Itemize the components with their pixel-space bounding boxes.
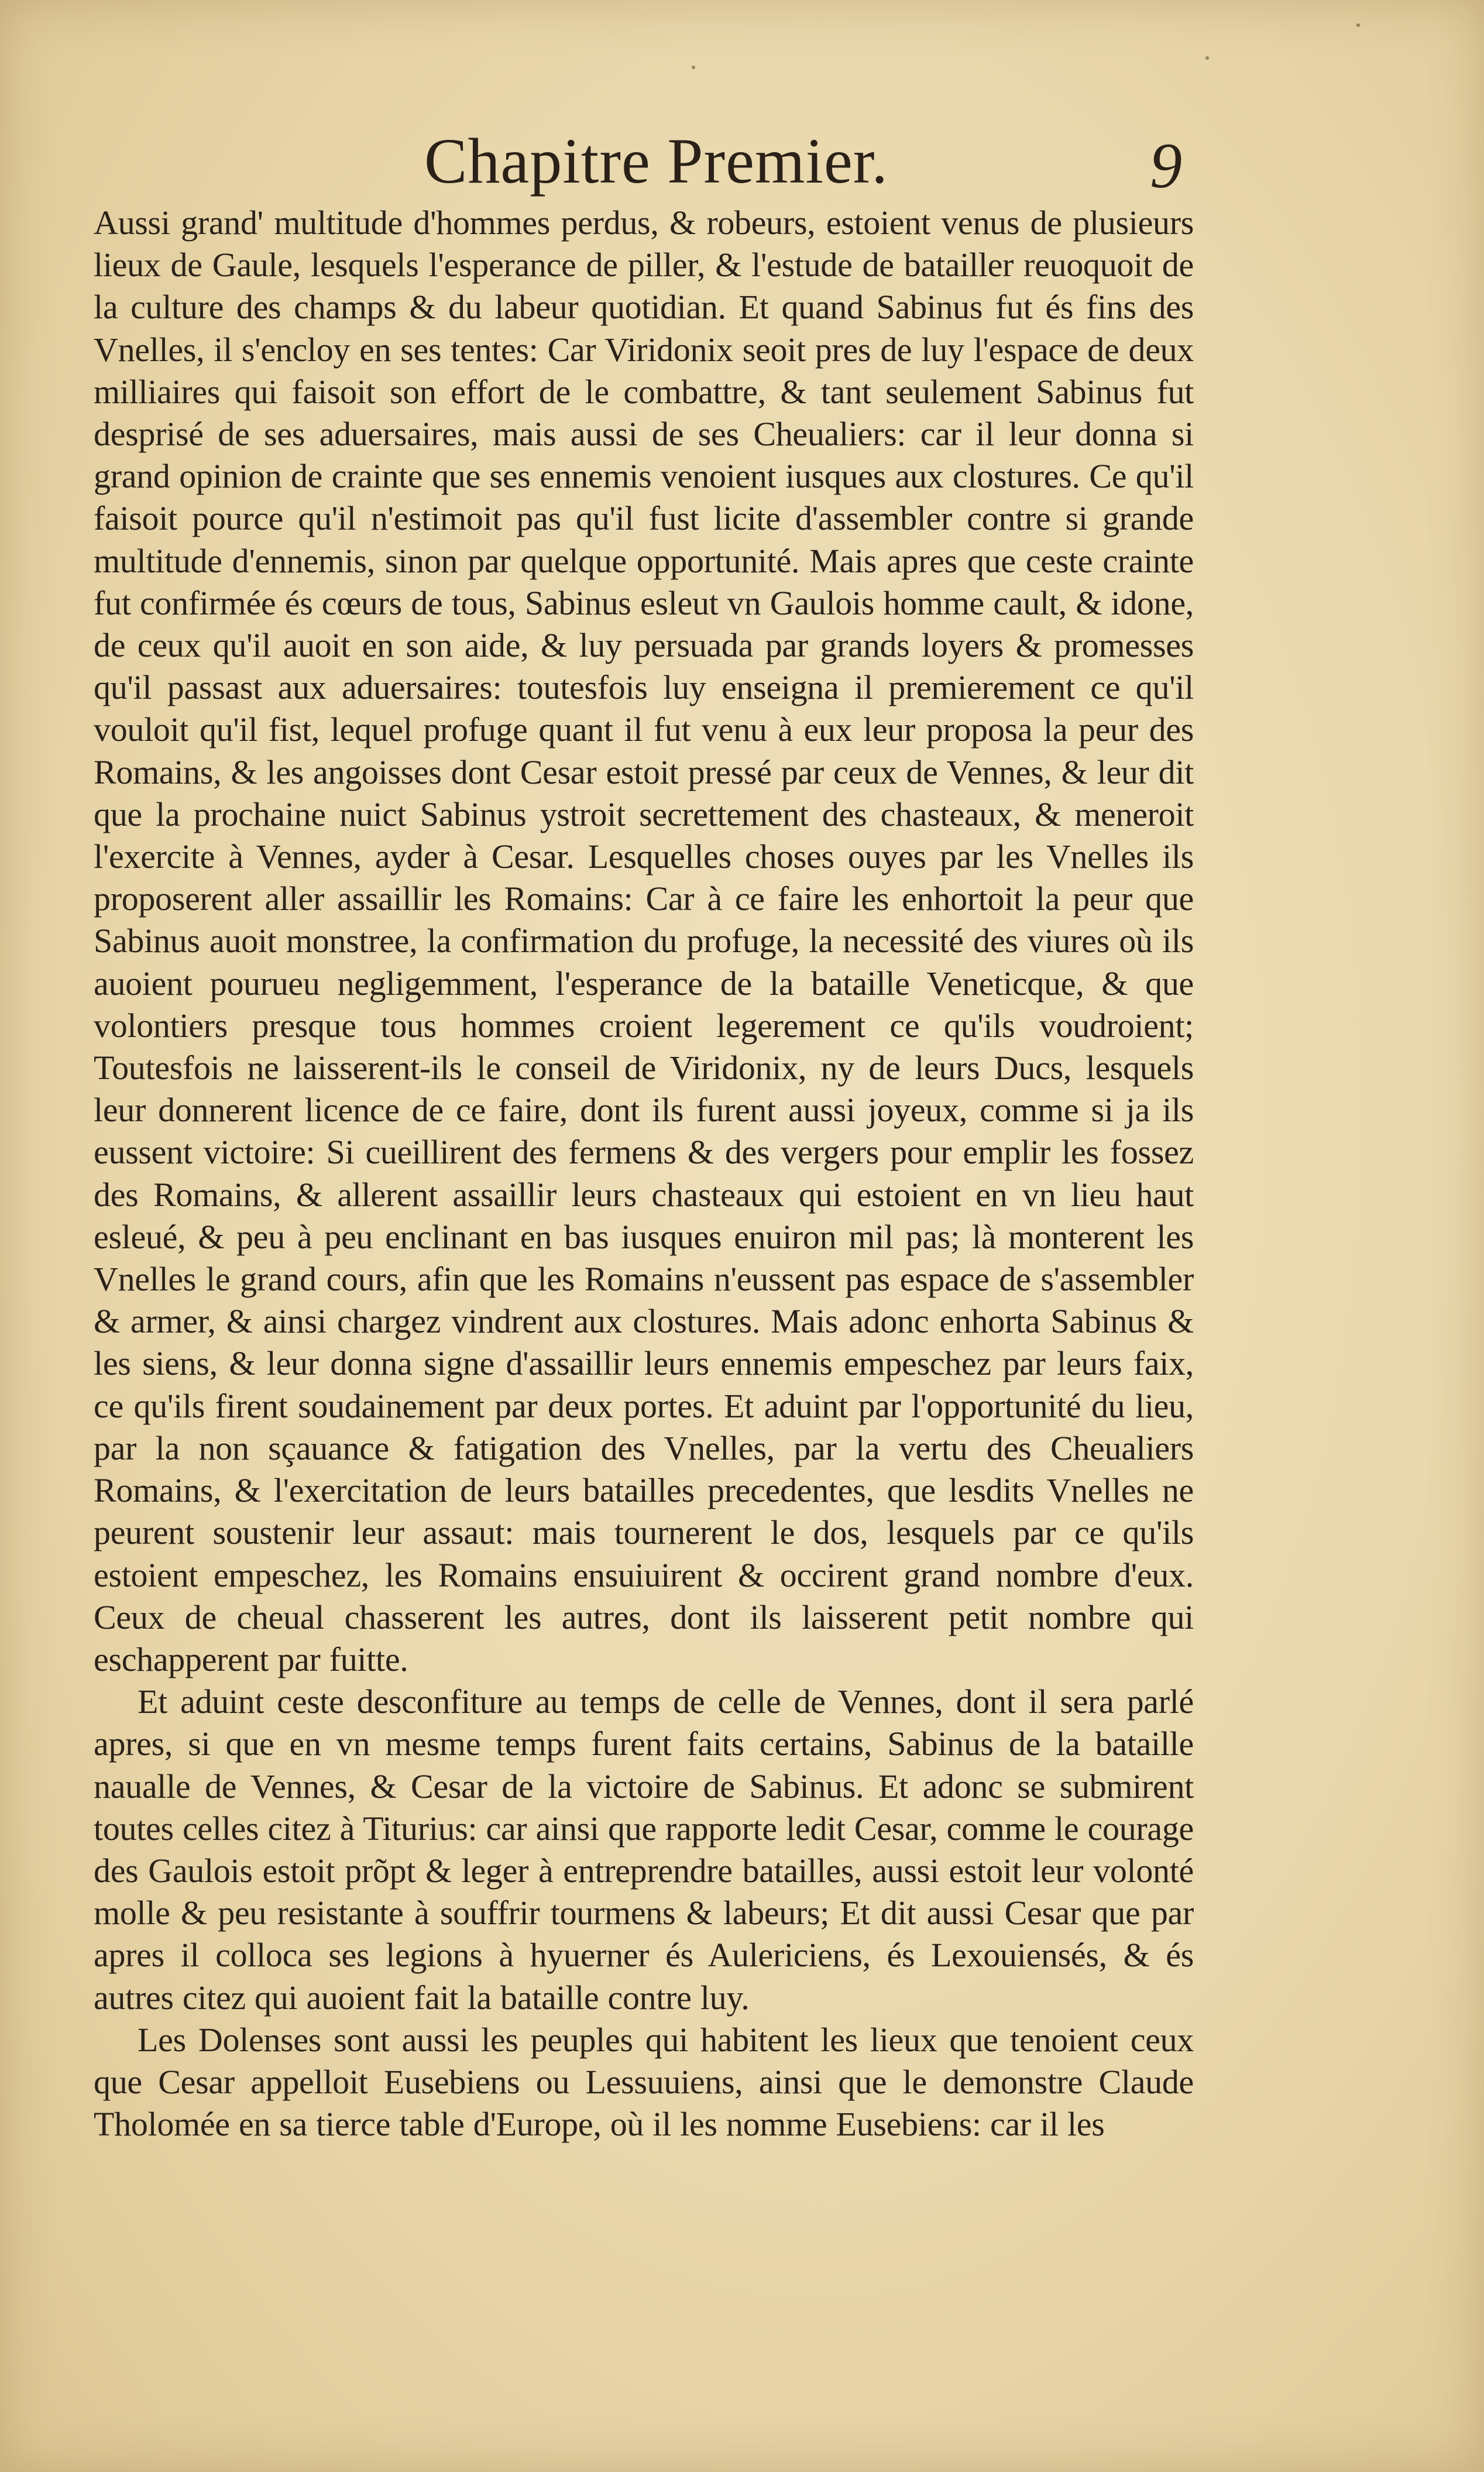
- body-text: [94, 202, 1194, 2145]
- paragraph: Aussi grand' multitude d'hommes perdus, & robeurs, estoient venus de plusieurs lieux de Gaule, lesquels l'esperance de piller, & l'estude de batailler reuoquoit de la culture des champs & du labeur quotidian. Et quand Sabinus fut és fins des Vnelles, il s'encloy en ses tentes: Car Viridonix seoit pres de luy l'espace de deux milliaires qui faisoit son effort de le combattre, & tant seulement Sabinus fut desprisé de ses aduersaires, mais aussi de ses Cheualiers: car il leur donna si grand opinion de crainte que ses ennemis venoient iusques aux clostures. Ce qu'il faisoit pource qu'il n'estimoit pas qu'il fust licite d'assembler contre si grande multitude d'ennemis, sinon par quelque opportunité. Mais apres que ceste crainte fut confirmée és cœurs de tous, Sabinus esleut vn Gaulois homme cault, & idone, de ceux qu'il auoit en son aide, & luy persuada par grands loyers & promesses qu'il passast aux aduersaires: toutesfois luy enseigna il premierement ce qu'il vouloit qu'il fist, lequel profuge quant il fut venu à eux leur proposa la peur des Romains, & les angoisses dont Cesar estoit pressé par ceux de Vennes, & leur dit que la prochaine nuict Sabinus ystroit secrettement des chasteaux, & meneroit l'exercite à Vennes, ayder à Cesar. Lesquelles choses ouyes par les Vnelles ils proposerent aller assaillir les Romains: Car à ce faire les enhortoit la peur que Sabinus auoit monstree, la confirmation du profuge, la necessité des viures où ils auoient pourueu negligemment, l'esperance de la bataille Veneticque, & que volontiers presque tous hommes croient legerement ce qu'ils voudroient; Toutesfois ne laisserent-ils le conseil de Viridonix, ny de leurs Ducs, lesquels leur donnerent licence de ce faire, dont ils furent aussi joyeux, comme si ja ils eussent victoire: Si cueillirent des fermens & des vergers pour emplir les fossez des Romains, & allerent assaillir leurs chasteaux qui estoient en vn lieu haut esleué, & peu à peu enclinant en bas iusques enuiron mil pas; là monterent les Vnelles le grand cours, afin que les Romains n'eussent pas espace de s'assembler & armer, & ainsi chargez vindrent aux clostures. Mais adonc enhorta Sabinus & les siens, & leur donna signe d'assaillir leurs ennemis empeschez par leurs faix, ce qu'ils firent soudainement par deux portes. Et aduint par l'opportunité du lieu, par la non sçauance & fatigation des Vnelles, par la vertu des Cheualiers Romains, & l'exercitation de leurs batailles precedentes, que lesdits Vnelles ne peurent soustenir leur assaut: mais tournerent le dos, lesquels par ce qu'ils estoient empeschez, les Romains ensuiuirent & occirent grand nombre d'eux. Ceux de cheual chasserent les autres, dont ils laisserent petit nombre qui eschapperent par fuitte.: [94, 204, 1194, 1678]
- paragraph: Et aduint ceste desconfiture au temps de celle de Vennes, dont il sera parlé apres, si que en vn mesme temps furent faits certains, Sabinus de la bataille naualle de Vennes, & Cesar de la victoire de Sabinus. Et adonc se submirent toutes celles citez à Titurius: car ainsi que rapporte ledit Cesar, comme le courage des Gaulois estoit prõpt & leger à entreprendre batailles, aussi estoit leur volonté molle & peu resistante à souffrir tourmens & labeurs; Et dit aussi Cesar que par apres il colloca ses legions à hyuerner és Aulericiens, és Lexouiensés, & és autres citez qui auoient fait la bataille contre luy.: [94, 1683, 1194, 2017]
- ink-speck: [1356, 23, 1360, 27]
- ink-speck: [692, 66, 695, 69]
- page-number: 9: [1150, 130, 1182, 201]
- running-head: [0, 120, 1484, 202]
- ink-speck: [1205, 56, 1209, 60]
- paragraph: Les Dolenses sont aussi les peuples qui habitent les lieux que tenoient ceux que Cesar appelloit Eusebiens ou Lessuuiens, ainsi que le demonstre Claude Tholomée en sa tierce table d'Europe, où il les nomme Eusebiens: car il les: [94, 2020, 1194, 2144]
- chapter-title: Chapitre Premier.: [424, 125, 888, 197]
